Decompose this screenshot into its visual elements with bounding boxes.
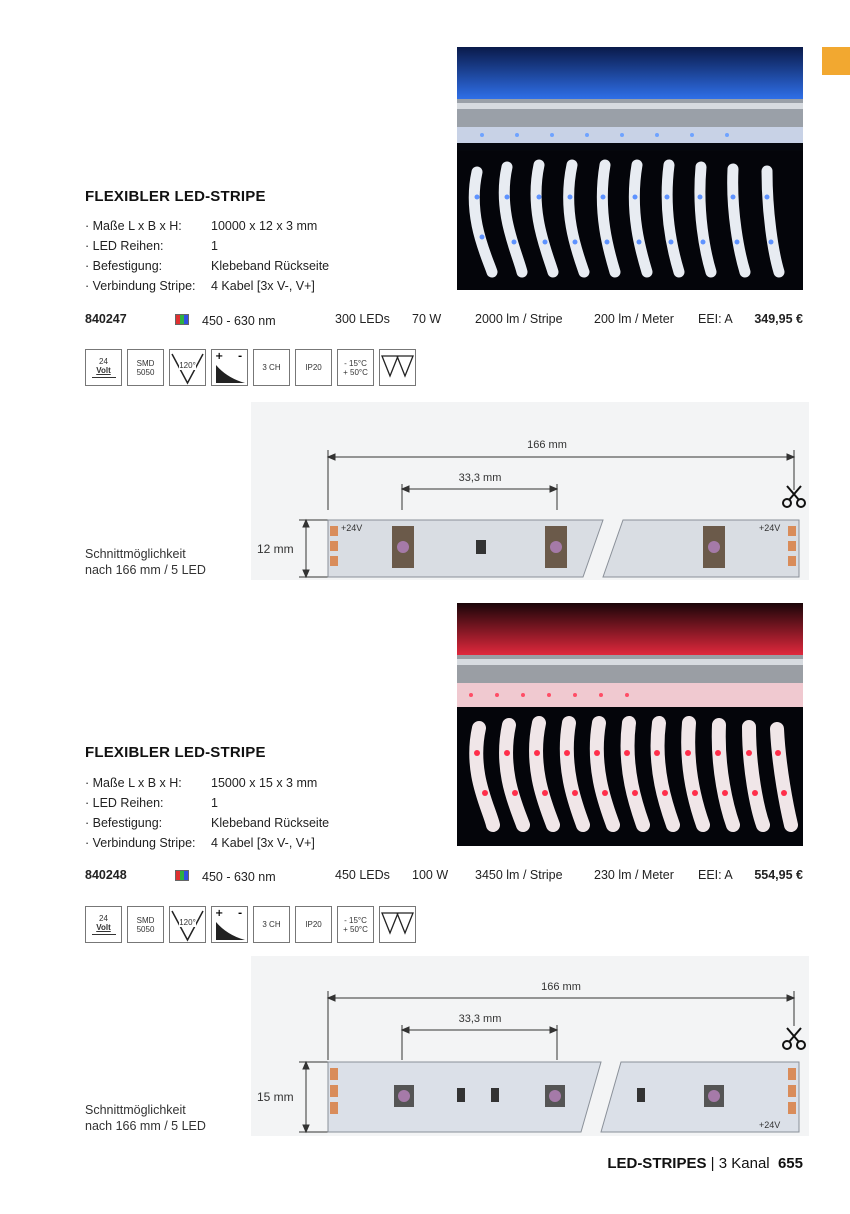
lumen-meter: 200 lm / Meter (594, 312, 674, 326)
length-label: 166 mm (527, 439, 567, 451)
furniture-mark-icon (379, 349, 416, 386)
wavelength: 450 - 630 nm (202, 314, 276, 328)
rgb-icon (175, 314, 189, 325)
voltage-icon: 24 Volt (85, 906, 122, 943)
cut-note-line: nach 166 mm / 5 LED (85, 563, 206, 577)
ip-rating-icon: IP20 (295, 349, 332, 386)
lumen-meter: 230 lm / Meter (594, 868, 674, 882)
spec-key: LED Reihen: (92, 239, 164, 253)
cut-note (85, 546, 206, 578)
temperature-icon: - 15°C + 50°C (337, 906, 374, 943)
polarity-label-right: +24V (759, 523, 781, 533)
article-number: 840247 (85, 312, 127, 326)
spec-key: Maße L x B x H: (92, 219, 182, 233)
feature-icons (85, 906, 416, 943)
article-number: 840248 (85, 868, 127, 882)
product-photo-red (457, 603, 803, 846)
lumen-stripe: 2000 lm / Stripe (475, 312, 563, 326)
furniture-mark-icon (379, 906, 416, 943)
channels-icon: 3 CH (253, 349, 290, 386)
cut-diagram (251, 402, 809, 580)
power: 70 W (412, 312, 442, 326)
spec-value: 10000 x 12 x 3 mm (211, 219, 318, 233)
voltage-icon: 24 Volt (85, 349, 122, 386)
product-title: FLEXIBLER LED-STRIPE (85, 188, 266, 205)
spec-value: Klebeband Rückseite (211, 259, 330, 273)
cut-diagram (251, 956, 809, 1136)
wavelength: 450 - 630 nm (202, 870, 276, 884)
cut-diagram-drawing (251, 956, 809, 1136)
spec-value: 1 (211, 239, 218, 253)
polarity-label: +24V (341, 523, 363, 533)
price: 349,95 € (754, 312, 803, 326)
dimmable-icon (211, 349, 248, 386)
spec-row: · LED Reihen: 1 (85, 793, 329, 813)
spec-key: Befestigung: (92, 259, 163, 273)
rgb-icon (175, 870, 189, 881)
spec-row: · Verbindung Stripe: 4 Kabel [3x V-, V+] (85, 276, 329, 296)
length-label: 166 mm (541, 981, 581, 993)
spec-value: 15000 x 15 x 3 mm (211, 776, 318, 790)
eei-class: EEI: A (698, 312, 733, 326)
led-count: 300 LEDs (335, 312, 390, 326)
spec-row: · LED Reihen: 1 (85, 236, 329, 256)
svg-text:-: - (238, 351, 243, 362)
led-stripe-photo-blue (457, 47, 803, 290)
cut-note (85, 1102, 206, 1134)
price: 554,95 € (754, 868, 803, 882)
spec-key: Maße L x B x H: (92, 776, 182, 790)
footer-section: LED-STRIPES (607, 1155, 707, 1172)
channels-icon: 3 CH (253, 906, 290, 943)
led-count: 450 LEDs (335, 868, 390, 882)
width-label: 15 mm (257, 1090, 294, 1104)
dimmable-icon (211, 906, 248, 943)
cut-note-line: Schnittmöglichkeit (85, 547, 186, 561)
spec-value: 4 Kabel [3x V-, V+] (211, 836, 315, 850)
smd-icon: SMD 5050 (127, 906, 164, 943)
scissors-icon (783, 1028, 805, 1049)
cut-note-line: Schnittmöglichkeit (85, 1103, 186, 1117)
pitch-label: 33,3 mm (458, 472, 502, 484)
product-photo-blue (457, 47, 803, 290)
spec-value: 4 Kabel [3x V-, V+] (211, 279, 315, 293)
product-data-row (85, 312, 803, 330)
pitch-label: 33,3 mm (458, 1013, 502, 1025)
spec-row: · Maße L x B x H: 10000 x 12 x 3 mm (85, 216, 329, 236)
spec-key: LED Reihen: (92, 796, 164, 810)
lumen-stripe: 3450 lm / Stripe (475, 868, 563, 882)
ip-rating-icon: IP20 (295, 906, 332, 943)
spec-value: 1 (211, 796, 218, 810)
product-data-row (85, 868, 803, 886)
cut-note-line: nach 166 mm / 5 LED (85, 1119, 206, 1133)
beam-angle-icon: 120° (169, 906, 206, 943)
page-footer (607, 1155, 803, 1172)
beam-angle-icon: 120° (169, 349, 206, 386)
footer-separator: | (710, 1155, 715, 1172)
width-label: 12 mm (257, 542, 294, 556)
smd-icon: SMD 5050 (127, 349, 164, 386)
page-number: 655 (777, 1155, 803, 1172)
svg-text:+: + (215, 908, 224, 919)
eei-class: EEI: A (698, 868, 733, 882)
spec-key: Verbindung Stripe: (92, 836, 196, 850)
section-color-tab (822, 47, 850, 75)
svg-text:+: + (215, 351, 224, 362)
spec-list (85, 773, 329, 853)
spec-row: · Befestigung: Klebeband Rückseite (85, 813, 329, 833)
footer-subtitle: 3 Kanal (718, 1155, 770, 1172)
spec-row: · Maße L x B x H: 15000 x 15 x 3 mm (85, 773, 329, 793)
temperature-icon: - 15°C + 50°C (337, 349, 374, 386)
led-stripe-photo-red (457, 603, 803, 846)
spec-list (85, 216, 329, 296)
feature-icons (85, 349, 416, 386)
power: 100 W (412, 868, 449, 882)
svg-text:-: - (238, 908, 243, 919)
spec-row: · Befestigung: Klebeband Rückseite (85, 256, 329, 276)
product-title: FLEXIBLER LED-STRIPE (85, 744, 266, 761)
polarity-label: +24V (759, 1120, 781, 1130)
spec-key: Verbindung Stripe: (92, 279, 196, 293)
spec-value: Klebeband Rückseite (211, 816, 330, 830)
cut-diagram-drawing (251, 402, 809, 580)
spec-key: Befestigung: (92, 816, 163, 830)
spec-row: · Verbindung Stripe: 4 Kabel [3x V-, V+] (85, 833, 329, 853)
